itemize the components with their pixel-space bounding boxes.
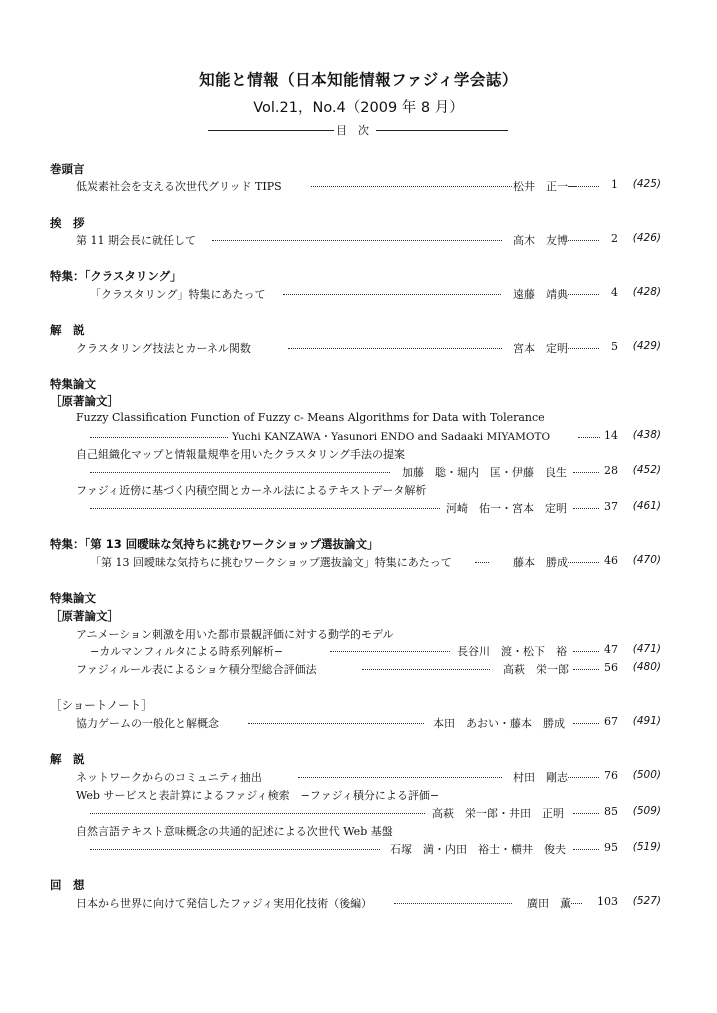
volume-issue: Vol.21，No.4（2009 年 8 月） [253,100,464,116]
entry-title: 日本から世界に向けて発信したファジィ実用化技術（後編） [76,895,375,911]
entry-cumulative-page: (428) [632,286,661,298]
contents-char-2: 次 [358,124,369,137]
entry-title: ファジィ近傍に基づく内積空間とカーネル法によるテキストデータ解析 [76,484,427,497]
contents-heading [208,122,508,138]
section-heading: 回 想 [50,878,85,892]
entry-authors: 高萩 栄一郎 [503,663,569,676]
leader-dots [563,294,599,295]
toc-entry[interactable] [90,805,661,820]
entry-authors: 高木 友博 [513,234,568,247]
entry-authors: 藤本 勝成 [513,556,568,569]
entry-page: 47 [604,643,618,656]
entry-cumulative-page: (452) [632,464,661,476]
leader-dots [362,669,490,670]
toc-entry[interactable] [76,178,661,193]
entry-cumulative-page: (429) [632,340,661,352]
section-heading: 挨 拶 [50,216,85,230]
toc-entry[interactable] [76,895,661,910]
toc-entry[interactable] [76,340,661,355]
toc-entry[interactable] [90,643,661,658]
leader-dots [288,348,502,349]
entry-page: 2 [611,232,618,245]
section-heading: 特集：「第 13 回曖昧な気持ちに挑むワークショップ選抜論文」 [50,537,379,551]
leader-dots [298,777,502,778]
entry-cumulative-page: (500) [632,769,661,781]
toc-entry[interactable] [76,661,661,676]
leader-dots [565,777,599,778]
entry-title: 低炭素社会を支える次世代グリッド TIPS [76,178,285,194]
toc-entry[interactable] [90,464,661,479]
leader-dots [90,508,440,509]
entry-page: 28 [604,464,618,477]
section-heading: 特集：「クラスタリング」 [50,269,182,283]
entry-title: 「第 13 回曖昧な気持ちに挑むワークショップ選抜論文」特集にあたって [90,556,452,569]
entry-title: Fuzzy Classification Function of Fuzzy c- Means Algorithms for Data with Tolerance [76,411,545,424]
toc-entry[interactable] [76,769,661,784]
leader-dots [330,651,450,652]
entry-title: 自然言語テキスト意味概念の共通的記述による次世代 Web 基盤 [76,825,393,838]
section-heading: 特集論文 [50,377,96,391]
entry-title: 自己組織化マップと情報量規準を用いたクラスタリング手法の提案 [76,448,406,461]
entry-title: アニメーション刺激を用いた都市景観評価に対する動学的モデル [76,628,394,641]
toc-entry[interactable] [90,500,661,515]
entry-page: 46 [604,554,618,567]
entry-authors: 本田 あおい・藤本 勝成 [433,717,565,730]
leader-dots [563,240,599,241]
leader-dots [248,723,424,724]
entry-cumulative-page: (471) [632,643,661,655]
section-heading: 解 説 [50,752,85,766]
section-subheading: ［原著論文］ [50,609,119,623]
entry-cumulative-page: (438) [632,429,661,441]
entry-authors: 高萩 栄一郎・井田 正明 [432,807,564,820]
entry-authors: 加藤 聡・堀内 匡・伊藤 良生 [402,466,567,479]
leader-dots [394,903,512,904]
entry-page: 95 [604,841,618,854]
entry-cumulative-page: (519) [632,841,661,853]
rule-left [208,130,334,131]
leader-dots [212,240,502,241]
entry-title: 「クラスタリング」特集にあたって [90,286,268,302]
entry-cumulative-page: (426) [632,232,661,244]
entry-page: 14 [604,429,618,442]
entry-title: 第 11 期会長に就任して [76,232,199,248]
entry-authors: 石塚 満・内田 裕士・横井 俊夫 [390,843,566,856]
entry-page: 76 [604,769,618,782]
entry-cumulative-page: (491) [632,715,661,727]
leader-dots [90,437,228,438]
entry-title: ネットワークからのコミュニティ抽出 [76,769,265,785]
entry-authors: 河崎 佑一・宮本 定明 [446,502,567,515]
entry-cumulative-page: (470) [632,554,661,566]
section-subheading: ［原著論文］ [50,394,119,408]
entry-page: 85 [604,805,618,818]
entry-title: Web サービスと表計算によるファジィ検索 −ファジィ積分による評価− [76,789,440,802]
entry-page: 56 [604,661,618,674]
entry-page: 4 [611,286,618,299]
toc-entry[interactable] [76,715,661,730]
entry-subtitle: −カルマンフィルタによる時系列解析− [90,643,286,659]
toc-entry[interactable] [90,554,661,569]
entry-authors: 廣田 薫 [527,897,571,910]
leader-dots [90,849,380,850]
entry-cumulative-page: (425) [632,178,661,190]
toc-entry[interactable] [76,232,661,247]
leader-dots [567,562,599,563]
entry-title: ファジィルール表によるショケ積分型総合評価法 [76,661,320,677]
section-heading: 特集論文 [50,591,96,605]
contents-char-1: 目 [336,124,347,137]
journal-title: 知能と情報（日本知能情報ファジィ学会誌） [199,71,518,89]
entry-authors: 遠藤 靖典 [513,288,568,301]
entry-page: 103 [597,895,618,908]
entry-authors: 長谷川 渡・松下 裕 [457,645,567,658]
entry-page: 5 [611,340,618,353]
entry-title: 協力ゲームの一般化と解概念 [76,715,222,731]
section-heading: 解 説 [50,323,85,337]
section-heading: ［ショートノート］ [50,698,153,712]
toc-entry[interactable] [90,841,661,856]
toc-entry[interactable] [90,429,661,444]
entry-cumulative-page: (480) [632,661,661,673]
leader-dots [90,813,425,814]
entry-cumulative-page: (461) [632,500,661,512]
entry-cumulative-page: (527) [632,895,661,907]
entry-authors: 松井 正一 [513,180,568,193]
entry-title: クラスタリング技法とカーネル関数 [76,340,254,356]
entry-authors: Yuchi KANZAWA・Yasunori ENDO and Sadaaki MIYAMOTO [232,431,551,443]
rule-right [376,130,508,131]
entry-page: 1 [611,178,618,191]
entry-cumulative-page: (509) [632,805,661,817]
toc-entry[interactable] [90,286,661,301]
leader-dots [90,472,390,473]
entry-authors: 宮本 定明 [513,342,568,355]
section-heading: 巻頭言 [50,162,85,176]
entry-authors: 村田 剛志 [513,771,568,784]
entry-page: 67 [604,715,618,728]
entry-page: 37 [604,500,618,513]
leader-dots [283,294,501,295]
leader-dots [563,186,599,187]
leader-dots [475,562,489,563]
leader-dots [563,348,599,349]
